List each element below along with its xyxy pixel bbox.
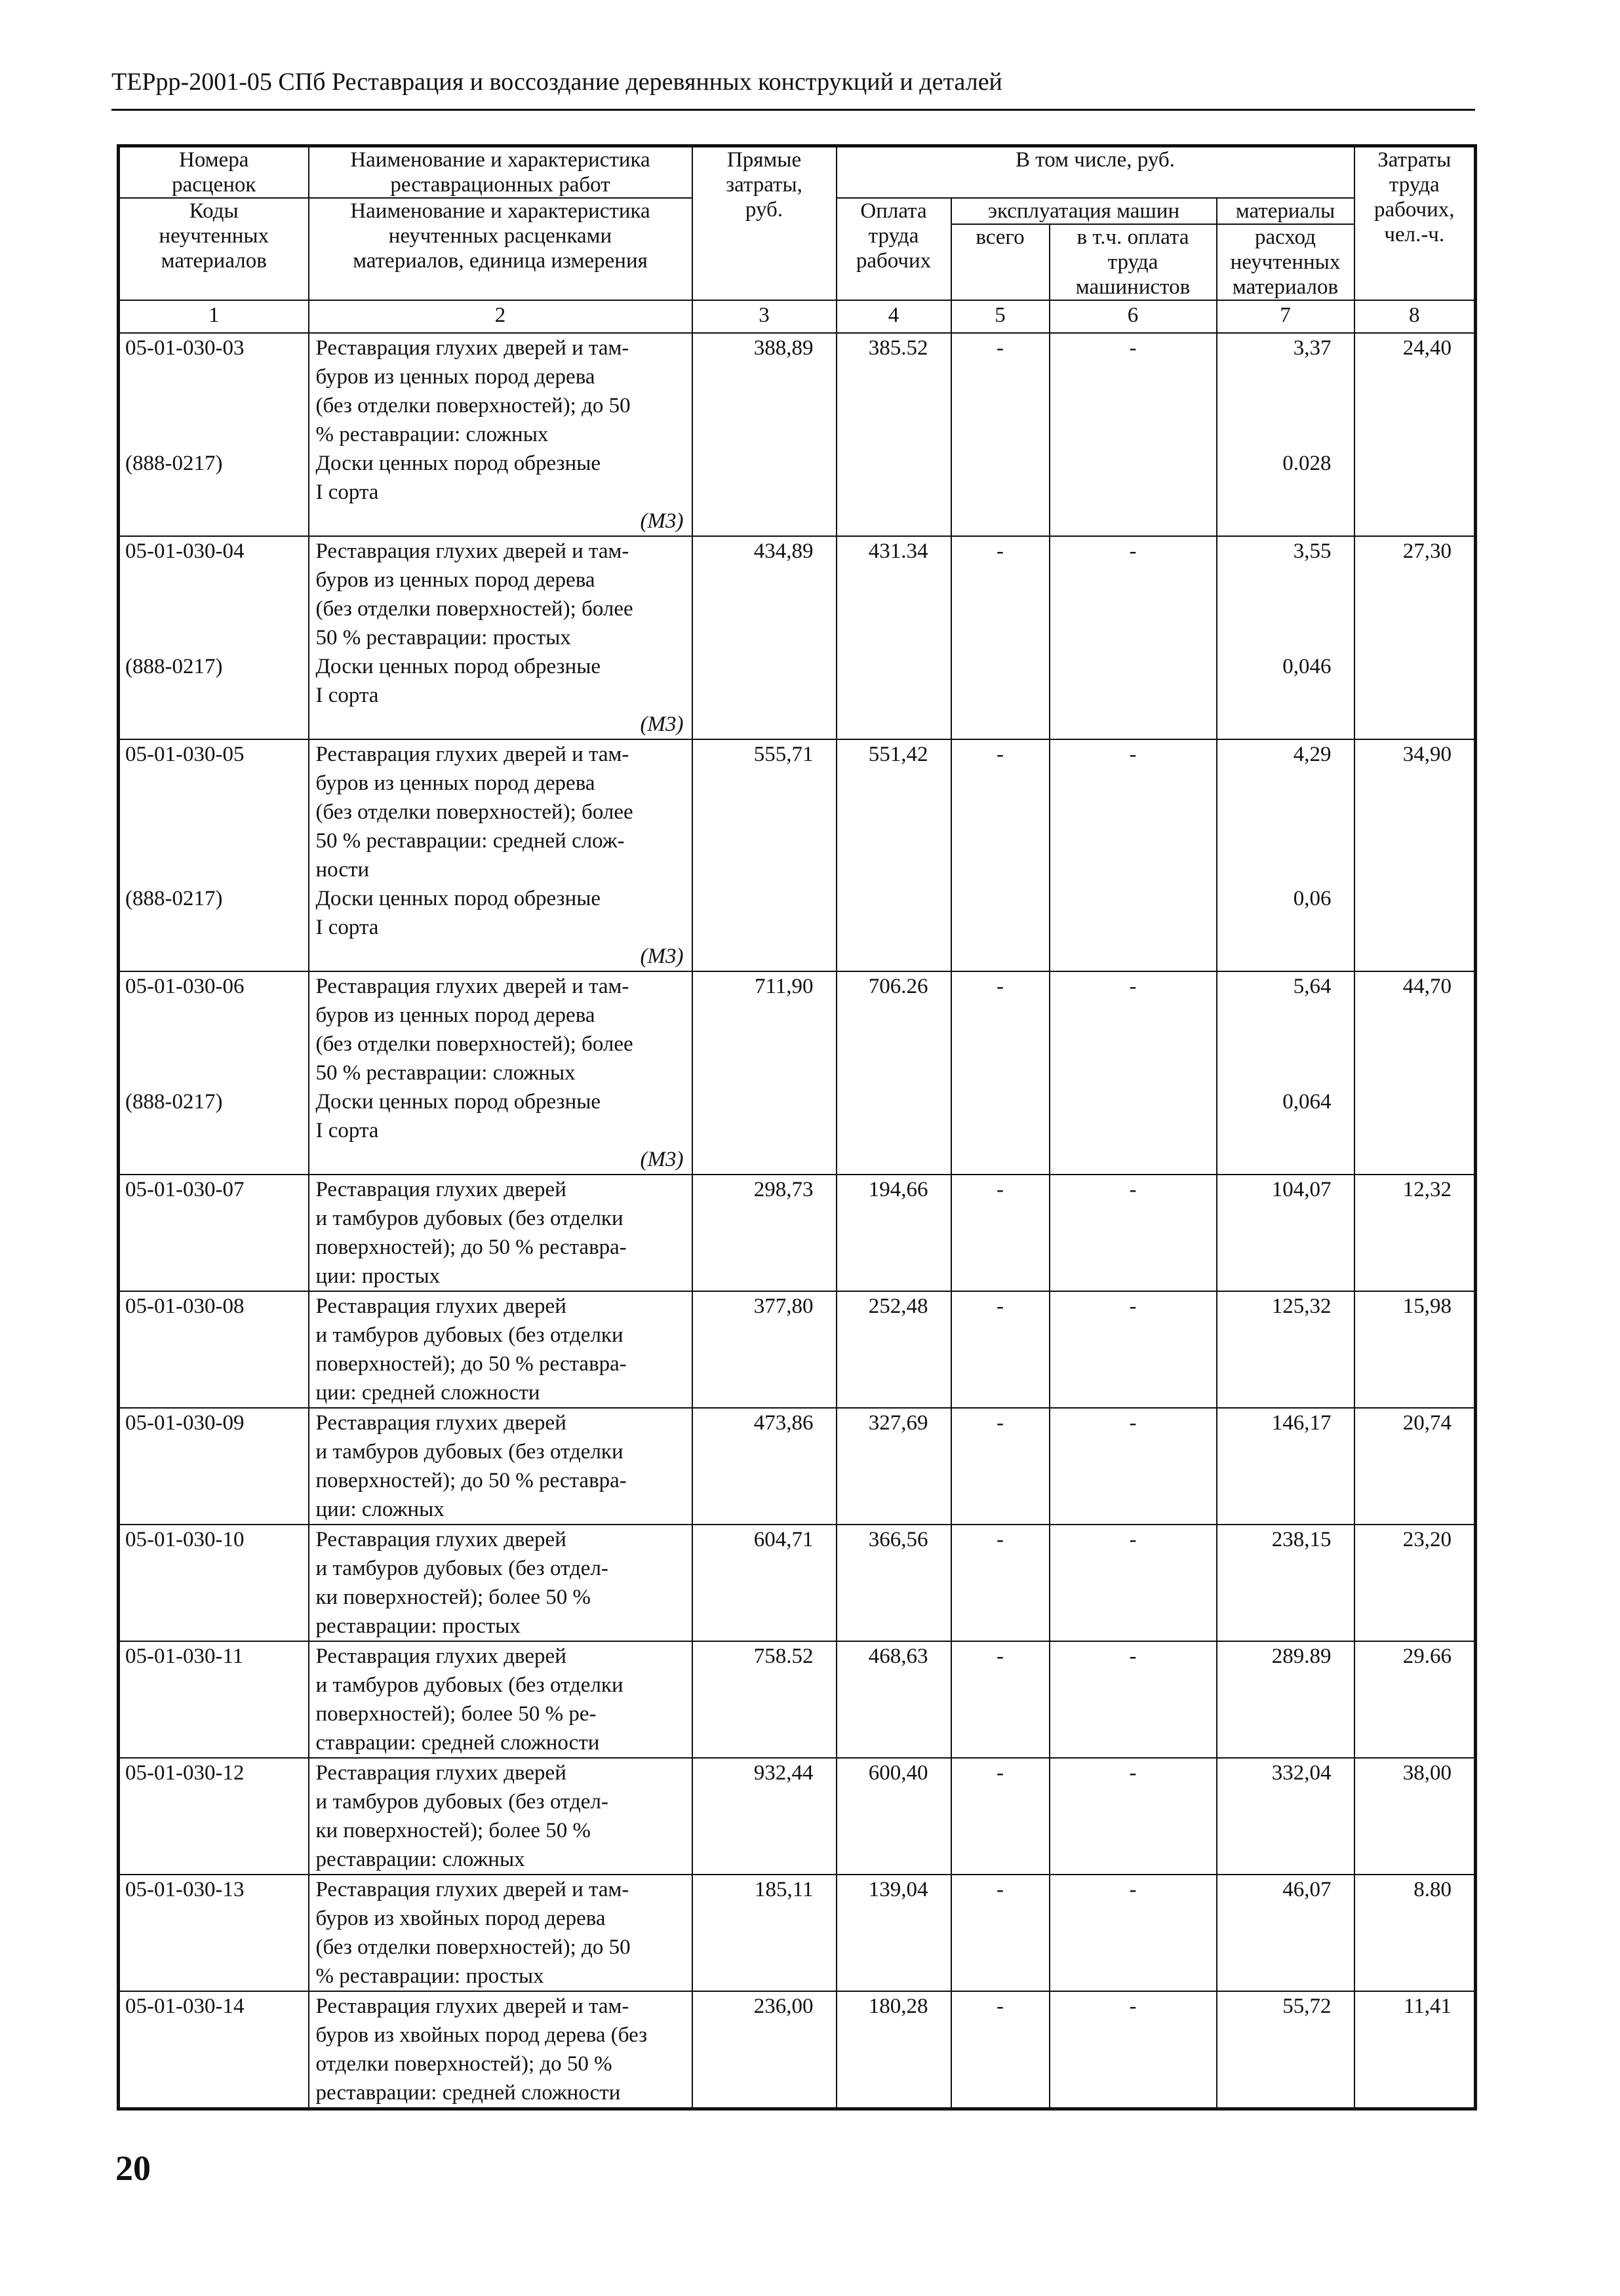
rate-code: 05-01-030-10 [125, 1528, 245, 1551]
material-description-line: I сорта [315, 480, 379, 504]
work-description-cell [309, 1175, 692, 1291]
work-description-line: реставрации: средней сложности [315, 2081, 621, 2105]
labor-hours: 38,00 [1402, 1761, 1452, 1785]
worker-pay-cell [837, 1641, 951, 1758]
direct-costs: 377,80 [753, 1294, 814, 1318]
machinist-pay-cell [1050, 971, 1217, 1175]
rate-code-cell [119, 739, 309, 971]
direct-costs-cell [692, 1175, 837, 1291]
worker-pay-cell [837, 971, 951, 1175]
work-description-line: Реставрация глухих дверей и там- [315, 743, 629, 766]
rate-code: 05-01-030-09 [125, 1411, 245, 1435]
machinist-pay: - [1129, 975, 1137, 998]
title-divider [111, 109, 1475, 111]
machinist-pay-cell [1050, 1641, 1217, 1758]
materials-cell [1217, 1991, 1354, 2109]
labor-hours: 23,20 [1402, 1528, 1452, 1551]
work-description-line: Реставрация глухих дверей [315, 1411, 566, 1435]
work-description-line: поверхностей); более 50 % ре- [315, 1702, 597, 1726]
materials-cost: 55,72 [1282, 1994, 1332, 2018]
work-description-cell [309, 739, 692, 971]
labor-hours-cell [1354, 1408, 1476, 1525]
rate-code: 05-01-030-03 [125, 336, 245, 360]
work-description-line: буров из ценных пород дерева [315, 568, 595, 592]
direct-costs-cell [692, 333, 837, 536]
column-number: 3 [692, 300, 837, 333]
work-description-line: Реставрация глухих дверей [315, 1644, 566, 1668]
worker-pay-cell [837, 739, 951, 971]
header-including: В том числе, руб. [837, 146, 1354, 199]
materials-cell [1217, 1875, 1354, 1991]
labor-hours: 27,30 [1402, 539, 1452, 563]
direct-costs-cell [692, 536, 837, 739]
table-row [119, 1758, 1476, 1875]
work-description-line: Реставрация глухих дверей [315, 1528, 566, 1551]
rate-code: 05-01-030-11 [125, 1644, 244, 1668]
work-description-line: (без отделки поверхностей); до 50 [315, 394, 631, 418]
header-material-codes: Коды неучтенных материалов [119, 198, 309, 300]
worker-pay: 366,56 [868, 1528, 928, 1551]
machines-total: - [997, 975, 1004, 998]
materials-cell [1217, 1641, 1354, 1758]
rates-table [117, 144, 1477, 2111]
work-description-line: поверхностей); до 50 % реставра- [315, 1469, 627, 1492]
rate-code-cell [119, 536, 309, 739]
worker-pay-cell [837, 1991, 951, 2109]
materials-cost: 332,04 [1271, 1761, 1332, 1785]
work-description-line: ности [315, 858, 370, 882]
machinist-pay: - [1129, 1994, 1137, 2018]
machines-total-cell [951, 1641, 1050, 1758]
machines-total-cell [951, 971, 1050, 1175]
machines-total-cell [951, 1175, 1050, 1291]
worker-pay-cell [837, 1758, 951, 1875]
direct-costs: 555,71 [753, 743, 814, 766]
rate-code-cell [119, 1991, 309, 2109]
column-number: 1 [119, 300, 309, 333]
materials-cost: 4,29 [1293, 743, 1332, 766]
direct-costs-cell [692, 1875, 837, 1991]
labor-hours: 8.80 [1413, 1878, 1452, 1901]
machinist-pay: - [1129, 1411, 1137, 1435]
work-description-cell [309, 1291, 692, 1408]
work-description-line: (без отделки поверхностей); более [315, 1032, 633, 1056]
materials-cost: 5,64 [1293, 975, 1332, 998]
materials-cell [1217, 1175, 1354, 1291]
work-description-line: Реставрация глухих дверей [315, 1761, 566, 1785]
worker-pay-cell [837, 1875, 951, 1991]
machines-total-cell [951, 1291, 1050, 1408]
direct-costs-cell [692, 1641, 837, 1758]
header-direct-costs: Прямые затраты, руб. [692, 146, 837, 301]
worker-pay-cell [837, 1175, 951, 1291]
worker-pay-cell [837, 536, 951, 739]
work-description-line: % реставрации: сложных [315, 423, 549, 446]
worker-pay: 139,04 [868, 1878, 928, 1901]
direct-costs: 236,00 [753, 1994, 814, 2018]
work-description-line: (без отделки поверхностей); более [315, 597, 633, 621]
page-number: 20 [115, 2149, 151, 2188]
worker-pay: 551,42 [868, 743, 928, 766]
work-description-line: Реставрация глухих дверей и там- [315, 1878, 629, 1901]
labor-hours: 34,90 [1402, 743, 1452, 766]
materials-cost: 104,07 [1271, 1178, 1332, 1201]
labor-hours-cell [1354, 1525, 1476, 1641]
rate-code: 05-01-030-13 [125, 1878, 245, 1901]
work-description-line: Реставрация глухих дверей и там- [315, 1994, 629, 2018]
work-description-line: поверхностей); до 50 % реставра- [315, 1236, 627, 1259]
machinist-pay-cell [1050, 1875, 1217, 1991]
direct-costs-cell [692, 1758, 837, 1875]
machines-total-cell [951, 1408, 1050, 1525]
page-title: ТЕРрр-2001-05 СПб Реставрация и воссоздание деревянных конструкций и деталей [111, 68, 1002, 96]
material-consumption: 0,06 [1293, 887, 1332, 910]
rate-code-cell [119, 1758, 309, 1875]
material-consumption: 0,046 [1282, 655, 1332, 678]
machinist-pay: - [1129, 743, 1137, 766]
direct-costs-cell [692, 739, 837, 971]
direct-costs-cell [692, 1408, 837, 1525]
table-row [119, 536, 1476, 739]
table-row [119, 971, 1476, 1175]
header-machine-operation: эксплуатация машин [951, 198, 1217, 224]
material-description-line: Доски ценных пород обрезные [315, 452, 601, 475]
table-row [119, 1175, 1476, 1291]
materials-cost: 289.89 [1271, 1644, 1332, 1668]
worker-pay: 385.52 [868, 336, 928, 360]
rate-code-cell [119, 1641, 309, 1758]
column-number: 4 [837, 300, 951, 333]
work-description-line: (без отделки поверхностей); до 50 [315, 1936, 631, 1959]
table-row [119, 1408, 1476, 1525]
machinist-pay: - [1129, 1294, 1137, 1318]
work-description-line: буров из ценных пород дерева [315, 771, 595, 795]
machinist-pay: - [1129, 1878, 1137, 1901]
machinist-pay: - [1129, 1178, 1137, 1201]
machinist-pay-cell [1050, 1758, 1217, 1875]
work-description-cell [309, 1991, 692, 2109]
materials-cost: 125,32 [1271, 1294, 1332, 1318]
materials-cost: 238,15 [1271, 1528, 1332, 1551]
machines-total-cell [951, 333, 1050, 536]
material-consumption: 0.028 [1282, 452, 1332, 475]
work-description-cell [309, 1525, 692, 1641]
worker-pay: 180,28 [868, 1994, 928, 2018]
materials-cost: 46,07 [1282, 1878, 1332, 1901]
machines-total: - [997, 539, 1004, 563]
work-description-line: и тамбуров дубовых (без отдел- [315, 1557, 608, 1580]
materials-cost: 146,17 [1271, 1411, 1332, 1435]
materials-cell [1217, 1408, 1354, 1525]
materials-cost: 3,37 [1293, 336, 1332, 360]
material-code: (888-0217) [125, 655, 223, 678]
work-description-line: Реставрация глухих дверей [315, 1178, 566, 1201]
machines-total: - [997, 336, 1004, 360]
header-labor-hours: Затраты труда рабочих, чел.-ч. [1354, 146, 1476, 301]
rate-code: 05-01-030-07 [125, 1178, 245, 1201]
labor-hours-cell [1354, 333, 1476, 536]
direct-costs: 388,89 [753, 336, 814, 360]
direct-costs: 185,11 [754, 1878, 814, 1901]
machinist-pay-cell [1050, 1291, 1217, 1408]
machinist-pay-cell [1050, 1525, 1217, 1641]
column-number-row [119, 300, 1476, 333]
machinist-pay-cell [1050, 739, 1217, 971]
labor-hours: 12,32 [1402, 1178, 1452, 1201]
work-description-line: Реставрация глухих дверей и там- [315, 539, 629, 563]
worker-pay-cell [837, 1408, 951, 1525]
worker-pay: 600,40 [868, 1761, 928, 1785]
machines-total: - [997, 1528, 1004, 1551]
machinist-pay-cell [1050, 1408, 1217, 1525]
labor-hours: 15,98 [1402, 1294, 1452, 1318]
rate-code: 05-01-030-05 [125, 743, 245, 766]
rate-code-cell [119, 1408, 309, 1525]
worker-pay: 706.26 [868, 975, 928, 998]
machinist-pay-cell [1050, 1175, 1217, 1291]
work-description-line: реставрации: сложных [315, 1848, 525, 1871]
machinist-pay-cell [1050, 536, 1217, 739]
work-description-line: Реставрация глухих дверей и там- [315, 975, 629, 998]
header-machinist-pay: в т.ч. оплата труда машинистов [1050, 224, 1217, 300]
work-description-line: и тамбуров дубовых (без отдел- [315, 1790, 608, 1814]
machinist-pay: - [1129, 1528, 1137, 1551]
machines-total-cell [951, 536, 1050, 739]
work-description-line: и тамбуров дубовых (без отделки [315, 1323, 623, 1347]
direct-costs-cell [692, 1991, 837, 2109]
materials-cell [1217, 1758, 1354, 1875]
machines-total: - [997, 1178, 1004, 1201]
material-code: (888-0217) [125, 887, 223, 910]
work-description-line: ки поверхностей); более 50 % [315, 1586, 591, 1609]
column-number: 8 [1354, 300, 1476, 333]
worker-pay: 431.34 [868, 539, 928, 563]
column-number: 5 [951, 300, 1050, 333]
direct-costs: 298,73 [753, 1178, 814, 1201]
rate-code-cell [119, 1875, 309, 1991]
work-description-line: 50 % реставрации: простых [315, 626, 571, 650]
labor-hours-cell [1354, 1291, 1476, 1408]
materials-cell [1217, 971, 1354, 1175]
work-description-cell [309, 1641, 692, 1758]
rate-code-cell [119, 971, 309, 1175]
machines-total: - [997, 1878, 1004, 1901]
labor-hours: 24,40 [1402, 336, 1452, 360]
worker-pay-cell [837, 333, 951, 536]
work-description-line: буров из хвойных пород дерева (без [315, 2023, 648, 2047]
table-row [119, 739, 1476, 971]
labor-hours-cell [1354, 1991, 1476, 2109]
machinist-pay-cell [1050, 1991, 1217, 2109]
machines-total: - [997, 1294, 1004, 1318]
labor-hours-cell [1354, 1758, 1476, 1875]
work-description-line: буров из ценных пород дерева [315, 1003, 595, 1027]
work-description-line: реставрации: простых [315, 1614, 521, 1638]
material-description-line: Доски ценных пород обрезные [315, 655, 601, 678]
work-description-cell [309, 1408, 692, 1525]
table-row [119, 1875, 1476, 1991]
work-description-line: и тамбуров дубовых (без отделки [315, 1207, 623, 1230]
machines-total: - [997, 743, 1004, 766]
labor-hours: 11,41 [1403, 1994, 1452, 2018]
material-description-line: Доски ценных пород обрезные [315, 887, 601, 910]
machines-total-cell [951, 739, 1050, 971]
machinist-pay-cell [1050, 333, 1217, 536]
work-description-line: ции: простых [315, 1264, 441, 1288]
work-description-line: поверхностей); до 50 % реставра- [315, 1352, 627, 1376]
worker-pay-cell [837, 1525, 951, 1641]
material-unit: (М3) [640, 944, 684, 968]
materials-cell [1217, 739, 1354, 971]
rate-code: 05-01-030-12 [125, 1761, 245, 1785]
rate-code-cell [119, 1175, 309, 1291]
machinist-pay: - [1129, 336, 1137, 360]
machines-total: - [997, 1411, 1004, 1435]
material-unit: (М3) [640, 509, 684, 533]
machinist-pay: - [1129, 539, 1137, 563]
rate-code: 05-01-030-14 [125, 1994, 245, 2018]
labor-hours-cell [1354, 971, 1476, 1175]
machines-total: - [997, 1994, 1004, 2018]
work-description-cell [309, 1875, 692, 1991]
material-description-line: I сорта [315, 916, 379, 939]
header-material-consumption: расход неучтенных материалов [1217, 224, 1354, 300]
work-description-line: и тамбуров дубовых (без отделки [315, 1673, 623, 1697]
work-description-line: ции: средней сложности [315, 1381, 540, 1405]
direct-costs: 473,86 [753, 1411, 814, 1435]
rate-code: 05-01-030-08 [125, 1294, 245, 1318]
work-description-line: буров из ценных пород дерева [315, 365, 595, 389]
machines-total-cell [951, 1758, 1050, 1875]
labor-hours-cell [1354, 1641, 1476, 1758]
machines-total: - [997, 1644, 1004, 1668]
labor-hours: 44,70 [1402, 975, 1452, 998]
work-description-line: буров из хвойных пород дерева [315, 1907, 606, 1930]
worker-pay: 194,66 [868, 1178, 928, 1201]
column-number: 6 [1050, 300, 1217, 333]
column-number: 7 [1217, 300, 1354, 333]
work-description-line: ки поверхностей); более 50 % [315, 1819, 591, 1842]
labor-hours: 29.66 [1402, 1644, 1452, 1668]
work-description-line: 50 % реставрации: средней слож- [315, 829, 625, 853]
work-description-cell [309, 971, 692, 1175]
worker-pay: 327,69 [868, 1411, 928, 1435]
materials-cost: 3,55 [1293, 539, 1332, 563]
material-unit: (М3) [640, 712, 684, 736]
rate-code: 05-01-030-04 [125, 539, 245, 563]
worker-pay: 468,63 [868, 1644, 928, 1668]
work-description-line: ции: сложных [315, 1498, 445, 1521]
direct-costs-cell [692, 1525, 837, 1641]
rate-code-cell [119, 333, 309, 536]
machinist-pay: - [1129, 1761, 1137, 1785]
materials-cell [1217, 1525, 1354, 1641]
machines-total: - [997, 1761, 1004, 1785]
header-worker-pay: Оплата труда рабочих [837, 198, 951, 300]
direct-costs-cell [692, 1291, 837, 1408]
column-number: 2 [309, 300, 692, 333]
machinist-pay: - [1129, 1644, 1137, 1668]
machines-total-cell [951, 1525, 1050, 1641]
work-description-cell [309, 1758, 692, 1875]
labor-hours-cell [1354, 739, 1476, 971]
rate-code: 05-01-030-06 [125, 975, 245, 998]
table-row [119, 333, 1476, 536]
work-description-line: (без отделки поверхностей); более [315, 800, 633, 824]
header-machines-total: всего [951, 224, 1050, 300]
direct-costs: 758.52 [753, 1644, 814, 1668]
work-description-line: Реставрация глухих дверей и там- [315, 336, 629, 360]
work-description-line: Реставрация глухих дверей [315, 1294, 566, 1318]
materials-cell [1217, 333, 1354, 536]
material-description-line: I сорта [315, 1119, 379, 1142]
work-description-line: отделки поверхностей); до 50 % [315, 2052, 612, 2076]
material-code: (888-0217) [125, 1090, 223, 1114]
material-description-line: Доски ценных пород обрезные [315, 1090, 601, 1114]
table-row [119, 1991, 1476, 2109]
rate-code-cell [119, 1525, 309, 1641]
work-description-cell [309, 333, 692, 536]
material-unit: (М3) [640, 1148, 684, 1171]
direct-costs: 604,71 [753, 1528, 814, 1551]
work-description-line: 50 % реставрации: сложных [315, 1061, 576, 1085]
material-code: (888-0217) [125, 452, 223, 475]
header-rate-number: Номера расценок [119, 146, 309, 199]
labor-hours-cell [1354, 1875, 1476, 1991]
labor-hours-cell [1354, 536, 1476, 739]
rate-code-cell [119, 1291, 309, 1408]
machines-total-cell [951, 1875, 1050, 1991]
worker-pay: 252,48 [868, 1294, 928, 1318]
direct-costs-cell [692, 971, 837, 1175]
table-row [119, 1291, 1476, 1408]
header-materials: материалы [1217, 198, 1354, 224]
machines-total-cell [951, 1991, 1050, 2109]
header-work-name: Наименование и характеристика реставрационных работ [309, 146, 692, 199]
table-row [119, 1525, 1476, 1641]
direct-costs: 711,90 [754, 975, 814, 998]
direct-costs: 932,44 [753, 1761, 814, 1785]
work-description-cell [309, 536, 692, 739]
material-description-line: I сорта [315, 684, 379, 707]
materials-cell [1217, 536, 1354, 739]
work-description-line: % реставрации: простых [315, 1964, 544, 1988]
work-description-line: ставрации: средней сложности [315, 1731, 600, 1755]
labor-hours: 20,74 [1402, 1411, 1452, 1435]
material-consumption: 0,064 [1282, 1090, 1332, 1114]
table-row [119, 1641, 1476, 1758]
direct-costs: 434,89 [753, 539, 814, 563]
header-material-name: Наименование и характеристика неучтенных расценками материалов, единица измерения [309, 198, 692, 300]
materials-cell [1217, 1291, 1354, 1408]
work-description-line: и тамбуров дубовых (без отделки [315, 1440, 623, 1464]
labor-hours-cell [1354, 1175, 1476, 1291]
worker-pay-cell [837, 1291, 951, 1408]
